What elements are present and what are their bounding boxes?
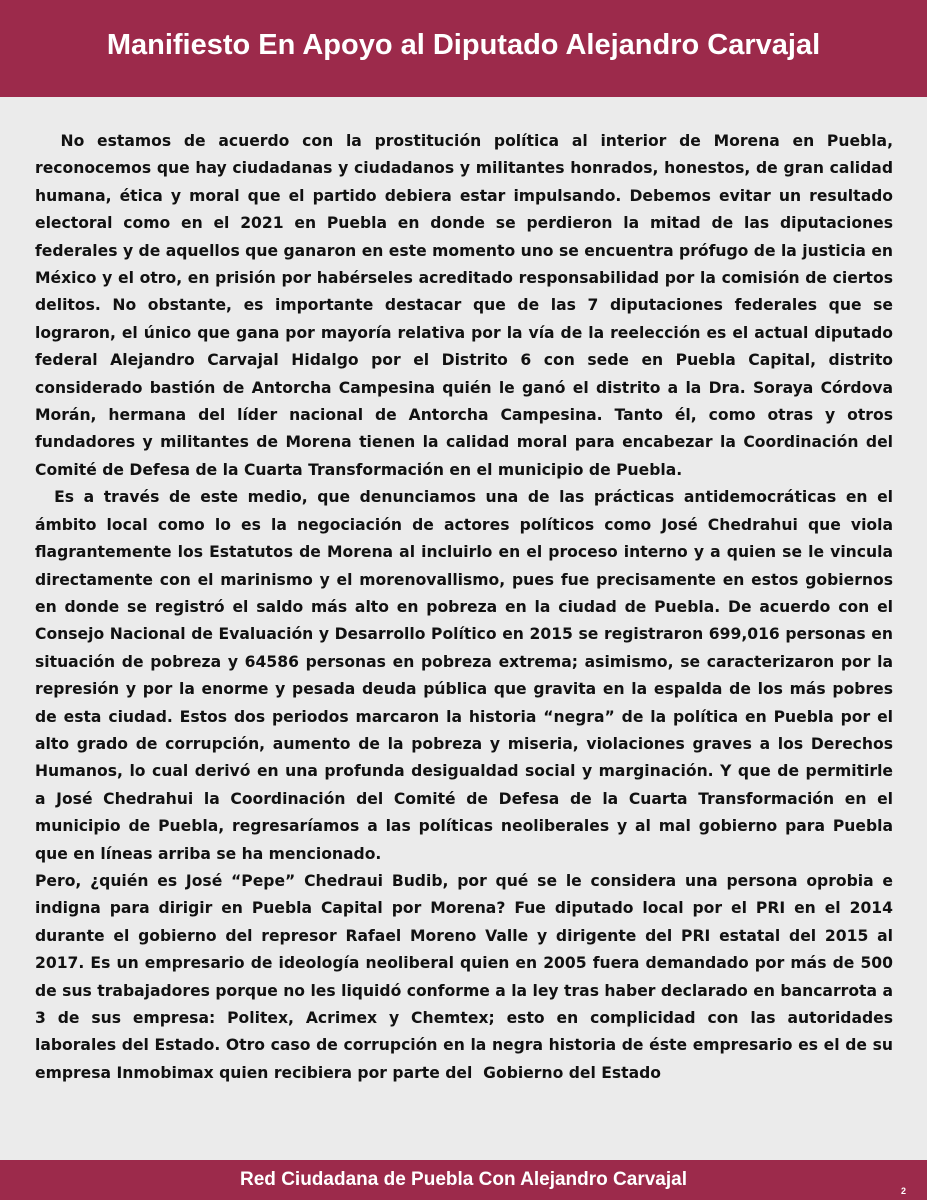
paragraph-3: Pero, ¿quién es José “Pepe” Chedraui Budib, por qué se le considera una persona oprobia e indigna para dirigir en Puebla Capital por Morena? Fue diputado local por el PRI en el 2014 durante el gobierno del represor Rafael Moreno Valle y dirigente del PRI estatal del 2015 al 2017. Es un empresario de ideología neoliberal quien en 2005 fuera demandado por más de 500 de sus trabajadores porque no les liquidó conforme a la ley tras haber declarado en bancarrota a 3 de sus empresa: Politex, Acrimex y Chemtex; esto en complicidad con las autoridades laborales del Estado. Otro caso de corrupción en la negra historia de éste empresario es el de su empresa Inmobimax quien recibiera por parte del Gobierno del Estado (35, 871, 899, 1082)
page-number: 2 (900, 1186, 906, 1196)
paragraph-2: Es a través de este medio, que denunciamos una de las prácticas antidemocráticas en el ámbito local como lo es la negociación de actores políticos como José Chedrahui que viola flagrantemente los Estatutos de Morena al incluirlo en el proceso interno y a quien se le vincula directamente con el marinismo y el morenovallismo, pues fue precisamente en estos gobiernos en donde se registró el saldo más alto en pobreza en la ciudad de Puebla. De acuerdo con el Consejo Nacional de Evaluación y Desarrollo Político en 2015 se registraron 699,016 personas en situación de pobreza y 64586 personas en pobreza extrema; asimismo, se caracterizaron por la represión y por la enorme y pesada deuda pública que gravita en la espalda de los más pobres de esta ciudad. Estos dos periodos marcaron la historia “negra” de la política en Puebla por el alto grado de corrupción, aumento de la pobreza y miseria, violaciones graves a los Derechos Humanos, lo cual derivó en una profunda desigualdad social y marginación. Y que de permitirle a José Chedrahui la Coordinación del Comité de Defesa de la Cuarta Transformación en el municipio de Puebla, regresaríamos a las políticas neoliberales y al mal gobierno para Puebla que en líneas arriba se ha mencionado. (35, 488, 899, 863)
body-text (35, 128, 899, 1087)
paragraph-1: No estamos de acuerdo con la prostitución política al interior de Morena en Puebla, reconocemos que hay ciudadanas y ciudadanos y militantes honrados, honestos, de gran calidad humana, ética y moral que el partido debiera estar impulsando. Debemos evitar un resultado electoral como en el 2021 en Puebla en donde se perdieron la mitad de las diputaciones federales y de aquellos que ganaron en este momento uno se encuentra prófugo de la justicia en México y el otro, en prisión por habérseles acreditado responsabilidad por la comisión de ciertos delitos. No obstante, es importante destacar que de las 7 diputaciones federales que se lograron, el único que gana por mayoría relativa por la vía de la reelección es el actual diputado federal Alejandro Carvajal Hidalgo por el Distrito 6 con sede en Puebla Capital, distrito considerado bastión de Antorcha Campesina quién le ganó el distrito a la Dra. Soraya Córdova Morán, hermana del líder nacional de Antorcha Campesina. Tanto él, como otras y otros fundadores y militantes de Morena tienen la calidad moral para encabezar la Coordinación del Comité de Defesa de la Cuarta Transformación en el municipio de Puebla. (35, 132, 899, 479)
header-band (0, 0, 927, 97)
footer-band (0, 1160, 927, 1200)
footer-title: Red Ciudadana de Puebla Con Alejandro Carvajal (240, 1169, 687, 1190)
document-title: Manifiesto En Apoyo al Diputado Alejandro Carvajal (106, 29, 821, 61)
